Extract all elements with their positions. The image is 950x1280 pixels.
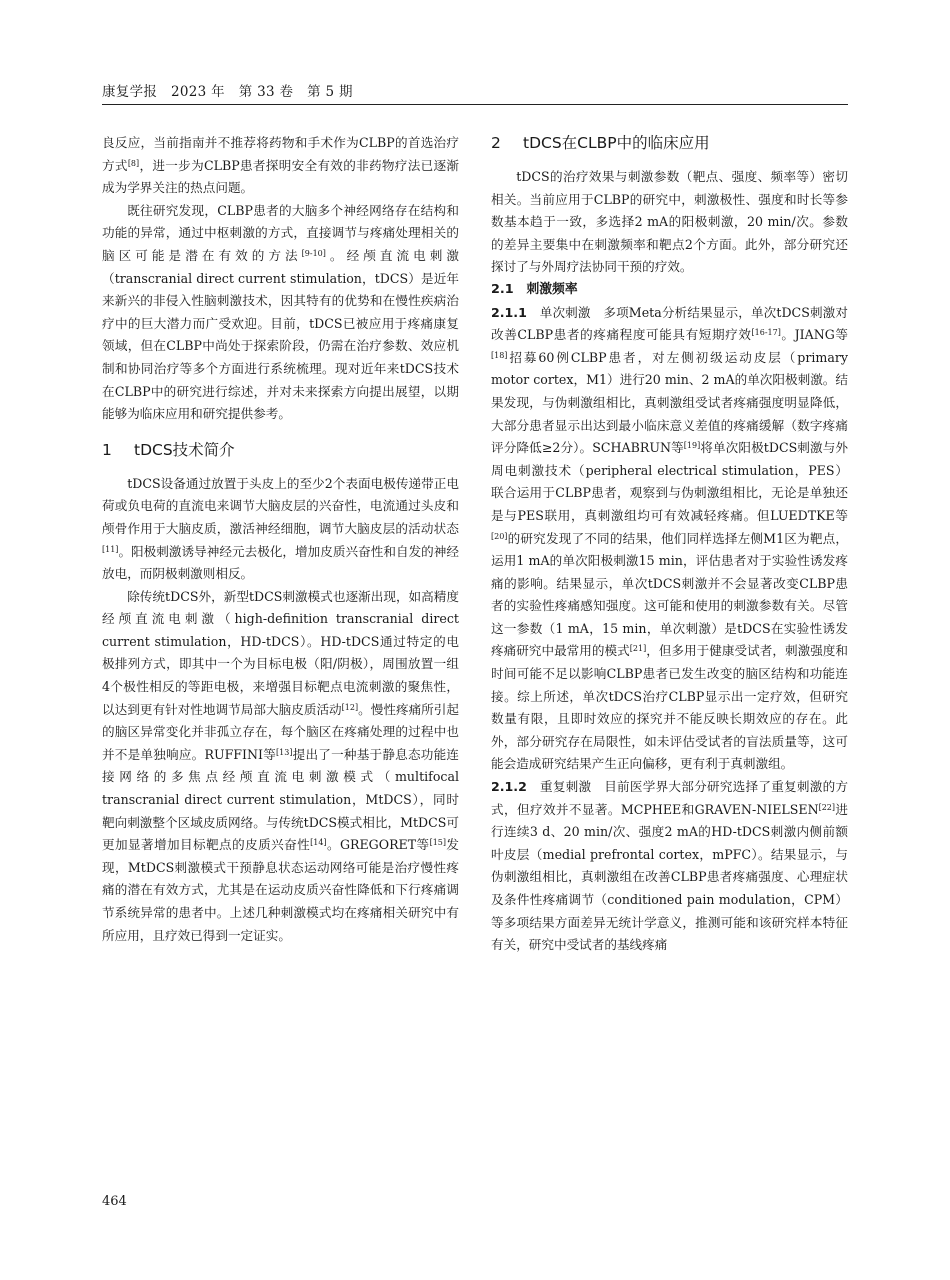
- paragraph-text: 。阳极刺激诱导神经元去极化，增加皮质兴奋性和自发的神经放电，而阴极刺激则相反。: [102, 543, 459, 582]
- paragraph-text: 多项Meta分析结果显示，单次tDCS刺激对改善CLBP患者的疼痛程度可能具有短期疗效: [491, 304, 848, 343]
- paragraph-text: 。JIANG等: [780, 327, 848, 343]
- paragraph-text: tDCS设备通过放置于头皮上的至少2个表面电极传递带正电荷或负电荷的直流电来调节大脑皮层的兴奋性，电流通过头皮和颅骨作用于大脑皮质，激活神经细胞，调节大脑皮层的活动状态: [102, 475, 459, 536]
- citation: [13]: [276, 747, 293, 757]
- paragraph-text: 。经颅直流电刺激（transcranial direct current stimulation，tDCS）是近年来新兴的非侵入性脑刺激技术，因其特有的优势和在慢性疾病治疗中的巨大潜力而广受欢迎。目前，tDCS已被应用于疼痛康复领域，但在CLBP中尚处于探索阶段，仍需在治疗参数、效应机制和协同治疗等多个方面进行系统梳理。现对近年来tDCS技术在CLBP中的研究进行综述，并对未来探索方向提出展望，以期能够为临床应用和研究提供参考。: [102, 247, 460, 422]
- citation: [21]: [629, 644, 647, 654]
- subsubsection-number: 2.1.1: [491, 304, 527, 320]
- citation: [18]: [491, 350, 508, 360]
- subsubsection-number: 2.1.2: [491, 779, 527, 795]
- section-title: tDCS在CLBP中的临床应用: [523, 134, 710, 152]
- paragraph-text: 除传统tDCS外，新型tDCS刺激模式也逐渐出现，如高精度经颅直流电刺激（high-definition transcranial direct current stimulation，HD-tDCS）。HD-tDCS通过特定的电极排列方式，即其中一个为目标电极（阳/阴极），周围放置一组4个极性相反的等距电极，来增强目标靶点电流刺激的聚焦性，以达到更有针对性地调节局部大脑皮质活动: [102, 588, 459, 717]
- journal-header: 康复学报 2023 年 第 33 卷 第 5 期: [102, 84, 353, 100]
- left-column: [102, 132, 459, 947]
- paragraph-text: 。GREGORET等: [326, 837, 430, 853]
- citation: [22]: [818, 802, 836, 812]
- paragraph-text: ，进一步为CLBP患者探明安全有效的非药物疗法已逐渐成为学界关注的热点问题。: [102, 157, 460, 196]
- citation: [9-10]: [301, 248, 326, 258]
- paragraph-text: 目前医学界大部分研究选择了重复刺激的方式，但疗效并不显著。MCPHEE和GRAVEN-NIELSEN: [491, 779, 849, 817]
- section-heading-2: [491, 132, 848, 154]
- paragraph-text: 良反应，当前指南并不推荐将药物和手术作为CLBP的首选治疗方式: [102, 135, 459, 173]
- citation: [14]: [310, 838, 327, 848]
- citation: [15]: [429, 838, 446, 848]
- right-column: [491, 132, 848, 957]
- citation: [16-17]: [751, 328, 781, 338]
- section-heading-1: [102, 439, 459, 461]
- header-rule: [102, 104, 848, 105]
- subsection-heading-2-1: 2.1 刺激频率: [491, 281, 578, 297]
- citation: [20]: [491, 531, 508, 541]
- paragraph-text: 的研究发现了不同的结果，他们同样选择左侧M1区为靶点，运用1 mA的单次阳极刺激15 min，评估患者对于实验性诱发疼痛的影响。结果显示，单次tDCS刺激并不会显著改变CLBP患者的实验性疼痛感知强度。这可能和使用的刺激参数有关。尽管这一参数（1 mA，15 min，单次刺激）是tDCS在实验性诱发疼痛研究中最常用的模式: [491, 530, 848, 659]
- paragraph-text: 发现，MtDCS刺激模式干预静息状态运动网络可能是治疗慢性疼痛的潜在有效方式，尤其是在运动皮质兴奋性降低和下行疼痛调节系统异常的患者中。上述几种刺激模式均在疼痛相关研究中有所应用，且疗效已得到一定证实。: [102, 837, 460, 943]
- paragraph-text: 招募60例CLBP患者，对左侧初级运动皮层（primary motor cortex，M1）进行20 min、2 mA的单次阳极刺激。结果发现，与伪刺激组相比，真刺激组受试者疼痛强度明显降低，大部分患者显示出达到最小临床意义差值的疼痛缓解（数字疼痛评分降低≥2分）。SCHABRUN等: [491, 349, 848, 456]
- citation: [12]: [341, 702, 359, 712]
- citation: [11]: [102, 544, 119, 554]
- paragraph: [102, 586, 459, 948]
- paragraph-text: tDCS的治疗效果与刺激参数（靶点、强度、频率等）密切相关。当前应用于CLBP的研究中，刺激极性、强度和时长等参数基本趋于一致，多选择2 mA的阳极刺激，20 min/次。参数的差异主要集中在刺激频率和靶点2个方面。此外，部分研究还探讨了与外周疗法协同干预的疗效。: [491, 169, 848, 275]
- paragraph-text: 进行连续3 d、20 min/次、强度2 mA的HD-tDCS刺激内侧前额叶皮层（medial prefrontal cortex，mPFC）。结果显示，与伪刺激组相比，真刺激组在改善CLBP患者疼痛强度、心理症状及条件性疼痛调节（conditioned pain modulation，CPM）等多项结果方面差异无统计学意义，推测可能和该研究样本特征有关，研究中受试者的基线疼痛: [491, 801, 849, 953]
- paragraph: [102, 473, 459, 586]
- paragraph: [102, 132, 459, 200]
- citation: [19]: [683, 441, 701, 451]
- subsubsection-title: 单次刺激: [539, 304, 591, 320]
- section-title: tDCS技术简介: [134, 440, 235, 459]
- paragraph: [491, 776, 848, 957]
- paragraph-text: 。慢性疼痛所引起的脑区异常变化并非孤立存在，每个脑区在疼痛处理的过程中也并不是单独响应。RUFFINI等: [102, 701, 460, 762]
- paragraph-text: 既往研究发现，CLBP患者的大脑多个神经网络存在结构和功能的异常，通过中枢刺激的方式，直接调节与疼痛处理相关的脑区可能是潜在有效的方法: [102, 202, 459, 263]
- paragraph: [102, 200, 459, 426]
- section-number: 2: [491, 134, 501, 152]
- section-number: 1: [102, 440, 112, 459]
- paragraph: [491, 166, 848, 279]
- citation: [8]: [127, 158, 140, 168]
- paragraph-text: 将单次阳极tDCS刺激与外周电刺激技术（peripheral electrical stimulation，PES）联合运用于CLBP患者，观察到与伪刺激组相比，无论是单独还是与PES联用，真刺激组均可有效减轻疼痛。但LUEDTKE等: [491, 440, 848, 523]
- subsubsection-title: 重复刺激: [539, 779, 592, 795]
- paragraph-text: ，但多用于健康受试者，刺激强度和时间可能不足以影响CLBP患者已发生改变的脑区结构和功能连接。综上所述，单次tDCS治疗CLBP显示出一定疗效，但研究数量有限，且即时效应的探究并不能反映长期效应的存在。此外，部分研究存在局限性，如未评估受试者的盲法质量等，这可能会造成研究结果产生正向偏移，更有利于真刺激组。: [491, 643, 849, 772]
- page-number: 464: [102, 1194, 127, 1209]
- paragraph-text: 提出了一种基于静息态功能连接网络的多焦点经颅直流电刺激模式（multifocal transcranial direct current stimulation，MtDCS），同时靶向刺激整个区域皮质网络。与传统tDCS模式相比，MtDCS可更加显著增加目标靶点的皮质兴奋性: [102, 746, 459, 853]
- paragraph: [491, 302, 848, 776]
